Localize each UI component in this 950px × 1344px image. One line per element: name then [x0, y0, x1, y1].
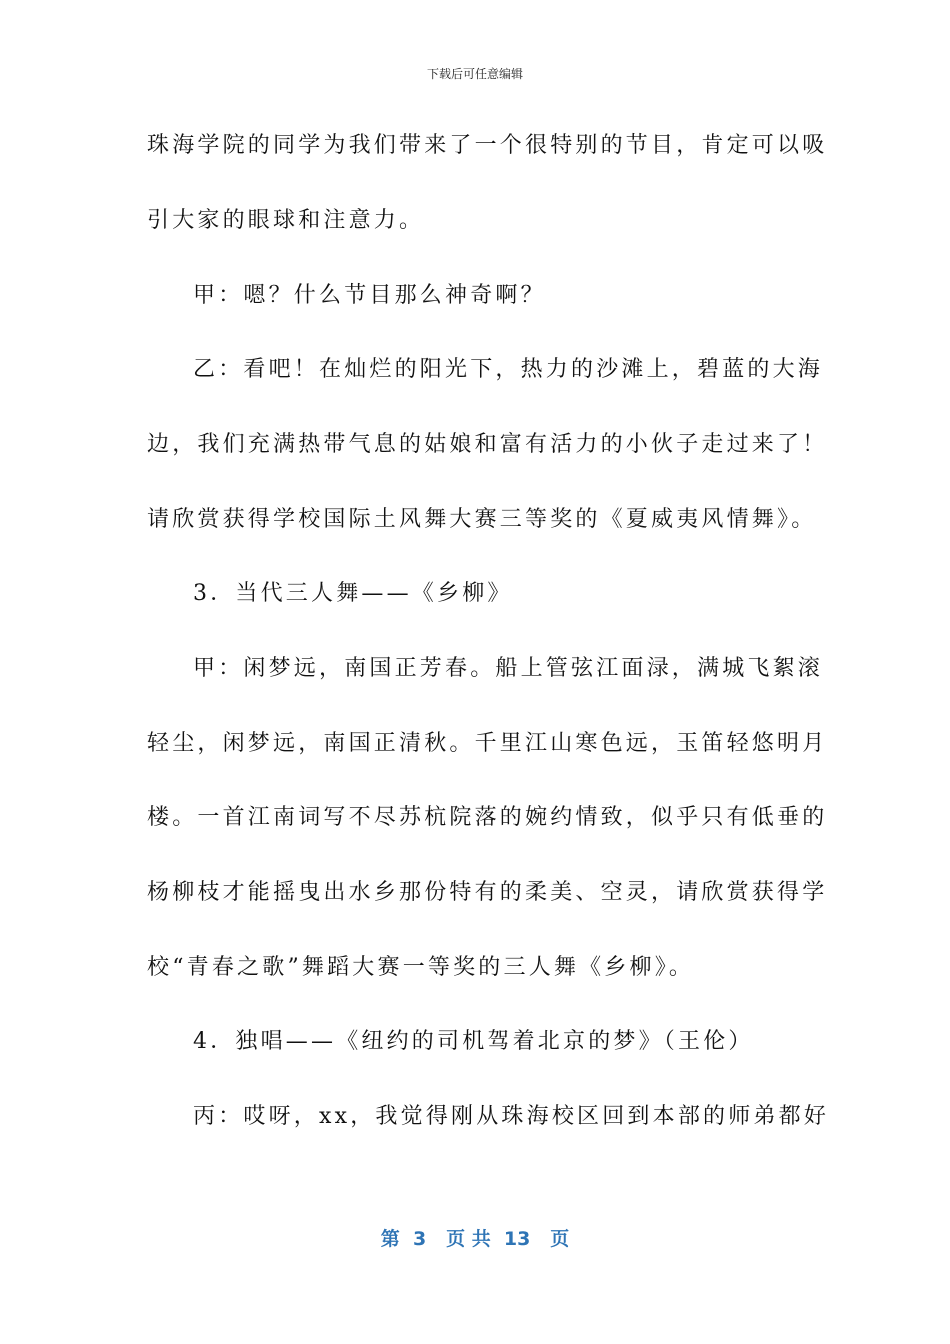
- paragraph-line: 丙：哎呀，xx，我觉得刚从珠海校区回到本部的师弟都好: [193, 1104, 830, 1129]
- paragraph-line: 珠海学院的同学为我们带来了一个很特别的节目，肯定可以吸: [147, 133, 828, 158]
- section-heading: 4．独唱——《纽约的司机驾着北京的梦》（王伦）: [193, 1029, 754, 1054]
- page-header-note: 下载后可任意编辑: [426, 67, 523, 81]
- paragraph-line: 甲：闲梦远，南国正芳春。船上管弦江面渌，满城飞絮滚: [193, 656, 824, 681]
- page-number-footer: 第 3 页 共 13 页: [380, 1228, 570, 1250]
- paragraph-line: 楼。一首江南词写不尽苏杭院落的婉约情致，似乎只有低垂的: [147, 805, 828, 830]
- paragraph-line: 校“青春之歌”舞蹈大赛一等奖的三人舞《乡柳》。: [147, 955, 695, 980]
- paragraph-line: 杨柳枝才能摇曳出水乡那份特有的柔美、空灵，请欣赏获得学: [147, 880, 828, 905]
- paragraph-line: 甲：嗯？什么节目那么神奇啊？: [193, 283, 546, 308]
- paragraph-line: 请欣赏获得学校国际土风舞大赛三等奖的《夏威夷风情舞》。: [147, 507, 817, 532]
- section-heading: 3．当代三人舞——《乡柳》: [193, 581, 513, 606]
- paragraph-line: 乙：看吧！在灿烂的阳光下，热力的沙滩上，碧蓝的大海: [193, 357, 824, 382]
- paragraph-line: 引大家的眼球和注意力。: [147, 208, 425, 233]
- paragraph-line: 轻尘，闲梦远，南国正清秋。千里江山寒色远，玉笛轻悠明月: [147, 731, 828, 756]
- paragraph-line: 边，我们充满热带气息的姑娘和富有活力的小伙子走过来了！: [147, 432, 828, 457]
